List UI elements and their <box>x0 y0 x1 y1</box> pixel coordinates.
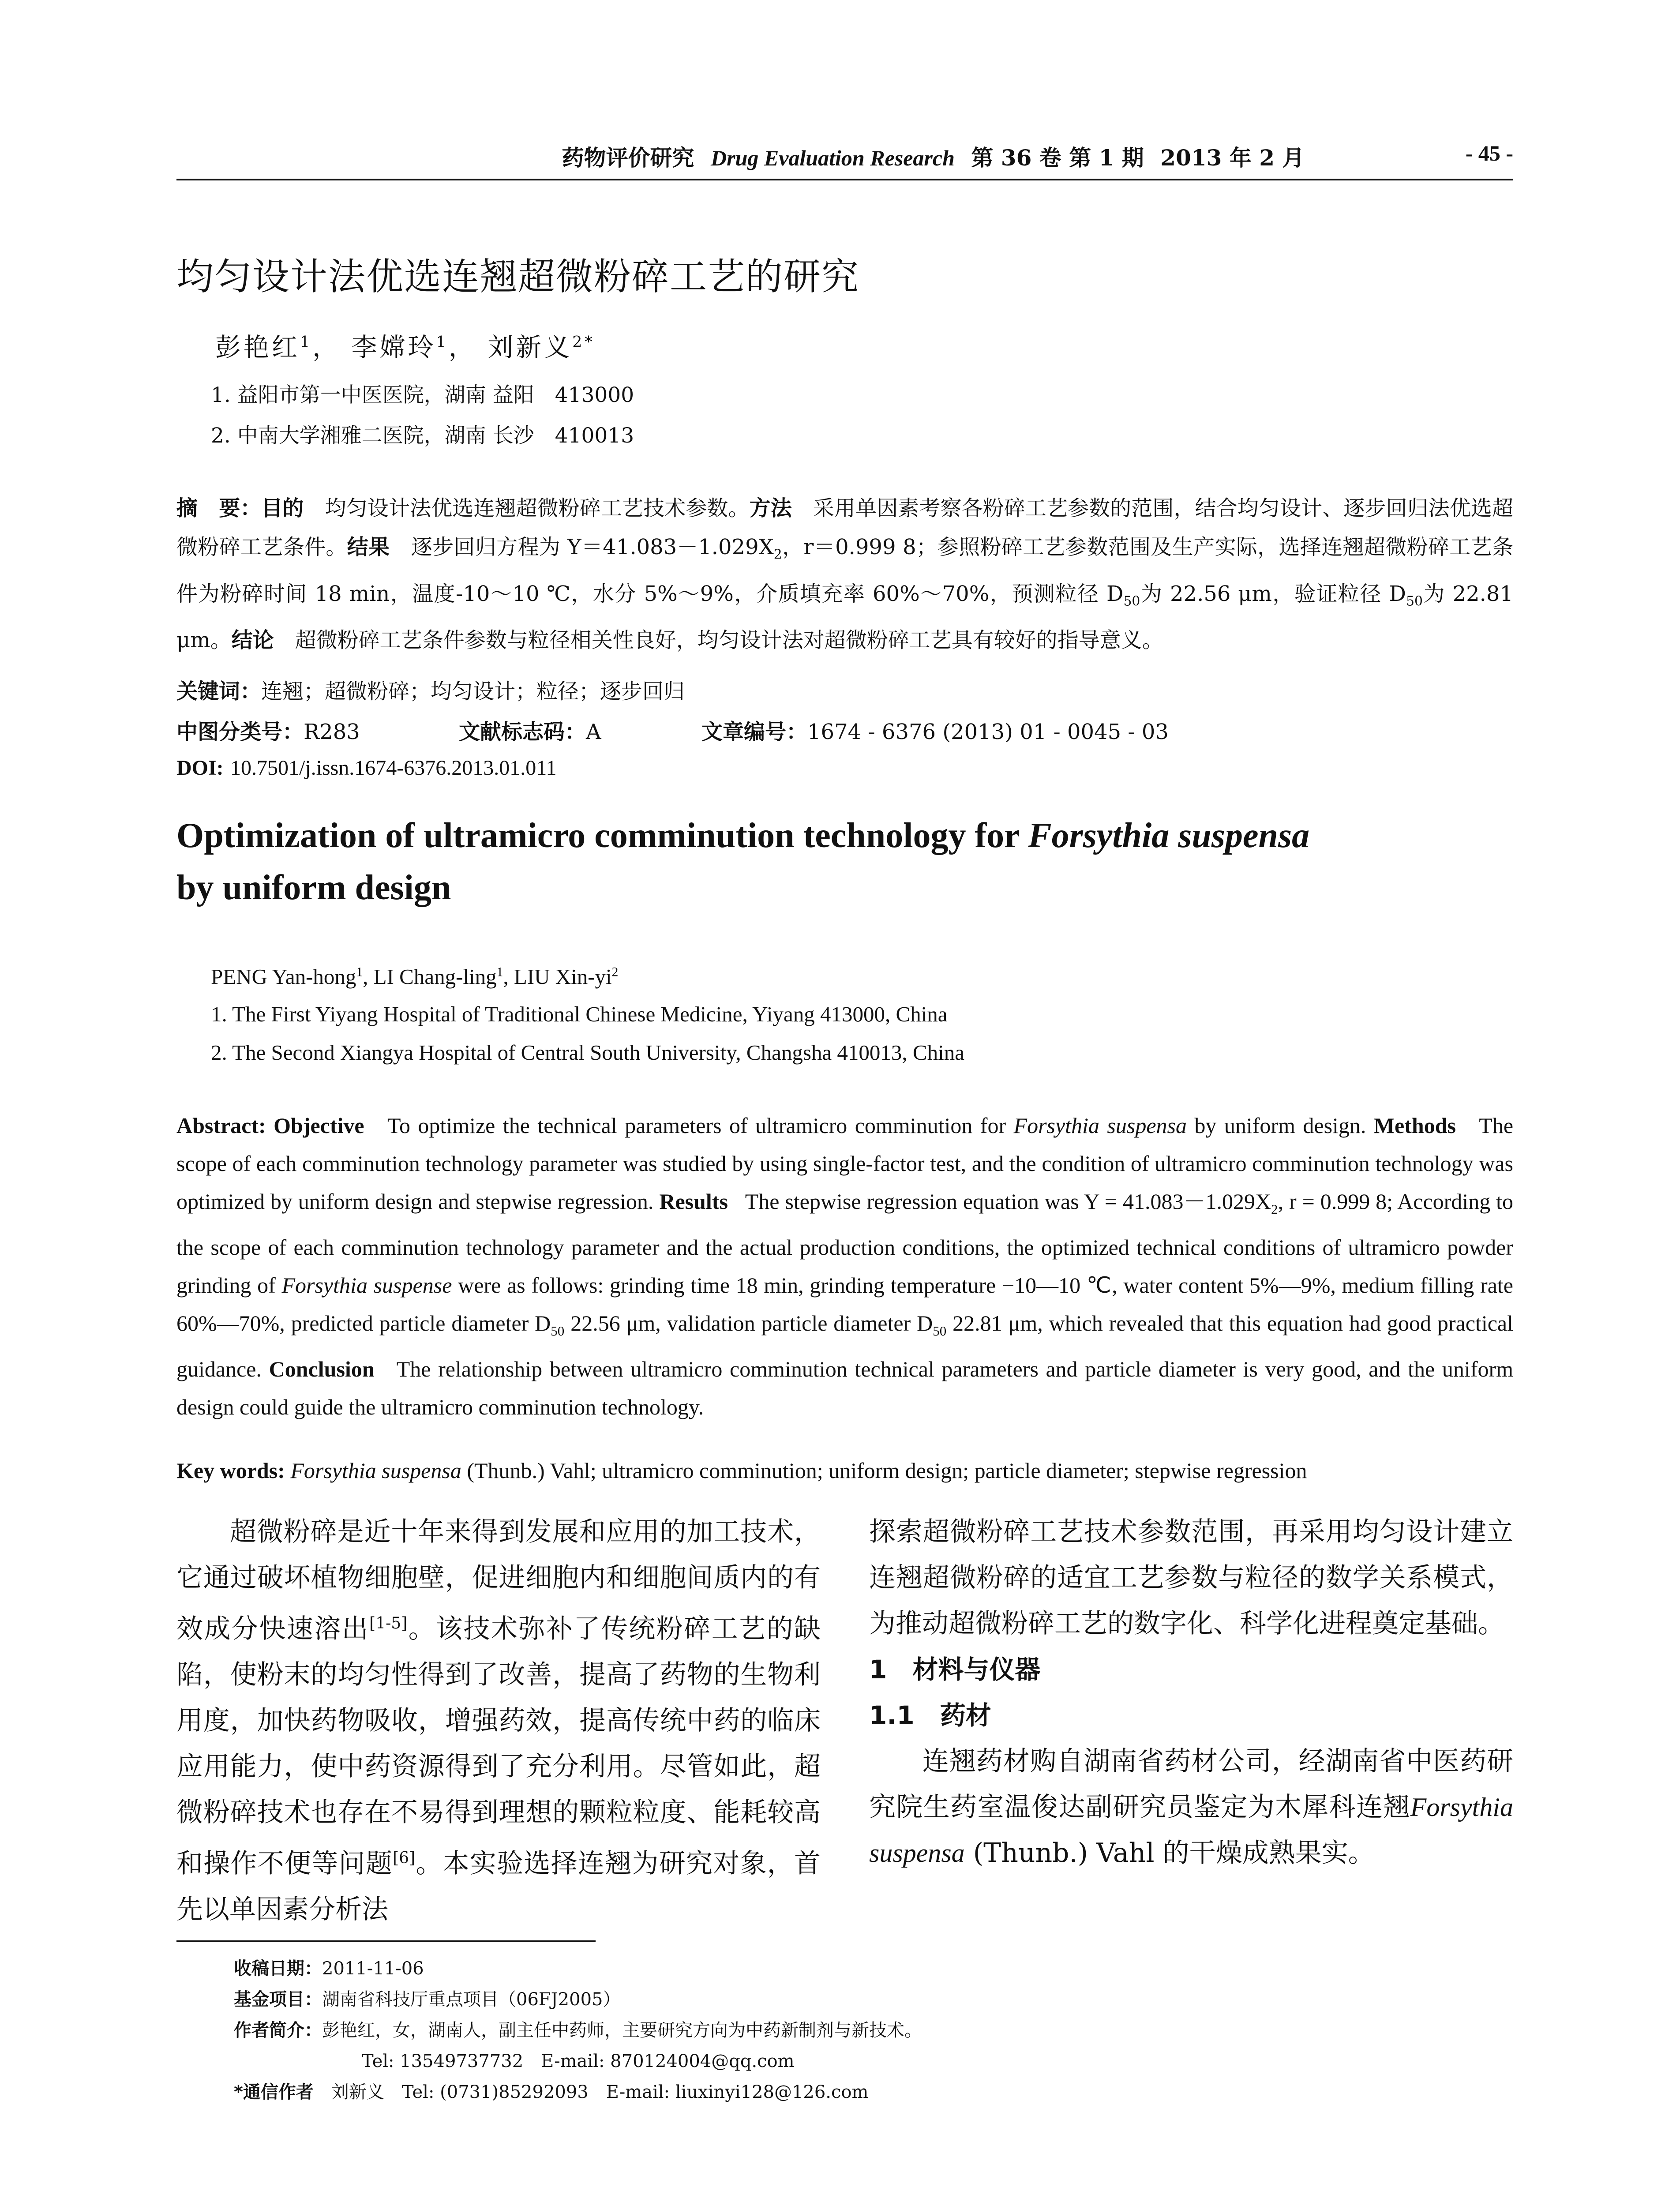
doc-code-label: 文献标志码： <box>459 720 586 744</box>
methods-en-label: Methods <box>1373 1113 1456 1138</box>
body-left-c: 。本实验选择连翘为研究对象，首先以单因素分析法 <box>176 1848 821 1925</box>
doi-value: 10.7501/j.issn.1674-6376.2013.01.011 <box>230 756 557 780</box>
results-cn-a: 逐步回归方程为 Y＝41.083－1.029X <box>411 535 774 559</box>
results-cn-b: ，r＝0.999 8；参照粉碎工艺参数范围及生产实际，选择连翘超微粉碎工艺条件为粉碎时间 18 min，温度-10～10 ℃，水分 5%～9%，介质填充率 60%～70%，预测粒径 D <box>176 535 1513 606</box>
fund-label: 基金项目： <box>234 1989 322 2010</box>
results-en-label: Results <box>659 1189 728 1214</box>
article-number-value: 1674 - 6376 (2013) 01 - 0045 - 03 <box>807 720 1169 744</box>
doc-code-value: A <box>586 720 601 744</box>
keywords-en-species: Forsythia suspensa <box>290 1458 461 1483</box>
objective-en-tail: by uniform design. <box>1186 1113 1366 1138</box>
affiliation-en-1: 1. The First Yiyang Hospital of Traditional Chinese Medicine, Yiyang 413000, China <box>211 1002 948 1026</box>
keywords-cn-label: 关键词： <box>176 679 262 704</box>
body-right-species: Forsythia suspensa <box>869 1793 1513 1868</box>
body-right-a: 探索超微粉碎工艺技术参数范围，再采用均匀设计建立连翘超微粉碎的适宜工艺参数与粒径的数学关系模式，为推动超微粉碎工艺的数字化、科学化进程奠定基础。 <box>869 1516 1513 1639</box>
doi-line <box>176 755 557 780</box>
results-en-b: , r = 0.999 8; According to the scope of each comminution technology parameter and the actual production conditions, the optimized technical conditions of ultramicro powder grinding of <box>176 1189 1514 1298</box>
authors-en: PENG Yan-hong$^1$, LI Chang-ling$^1$, LIU Xin-$yi^2$ <box>211 964 619 989</box>
methods-cn: 采用单因素考察各粉碎工艺参数的范围，结合均匀设计、逐步回归法优选超微粉碎工艺条件。 <box>176 496 1513 559</box>
corr-label: *通信作者 <box>234 2082 314 2102</box>
running-header-center <box>441 140 1425 172</box>
abstract-cn: 摘 要：目的 均匀设计法优选连翘超微粉碎工艺技术参数。方法 采用单因素考察各粉碎工艺参数的范围，结合均匀设计、逐步回归法优选超微粉碎工艺条件。结果 逐步回归方程为 $Y=41.083-1.029X_2$，r＝0.999 8；参照粉碎工艺参数范围及生产实际，选择连翘超微粉碎工艺条件为粉碎时间 18 min，温度-10～10 ℃，水分 5%～9%，介质填充率 60%～70%，预测粒径 $D_{50}$为 22.56 μm，验证粒径 $D_{50}$为 22.81 μm。结论 超微粉碎工艺条件参数与粒径相关性良好，均匀设计法对超微粉碎工艺具有较好的指导意义。 <box>176 496 1513 653</box>
body-right-b: 连翘药材购自湖南省药材公司，经湖南省中医药研究院生药室温俊达副研究员鉴定为木犀科连翘 <box>869 1746 1513 1823</box>
abstract-en-label: Abstract: Objective <box>176 1113 364 1138</box>
results-en-e: 22.81 μm, which revealed that this equation had good practical guidance. <box>176 1311 1514 1381</box>
footnote-corresponding <box>234 2078 868 2103</box>
conclusion-cn: 超微粉碎工艺条件参数与粒径相关性良好，均匀设计法对超微粉碎工艺具有较好的指导意义。 <box>295 628 1163 653</box>
author-en-3: , LIU Xin-yi <box>503 964 612 989</box>
received-label: 收稿日期： <box>234 1958 322 1979</box>
corr-text: 刘新义 Tel: (0731)85292093 E-mail: liuxinyi128@126.com <box>331 2082 869 2102</box>
page-number: - 45 - <box>1465 141 1513 165</box>
paper-title-en-c: by uniform design <box>176 868 451 907</box>
abstract-cn-label: 摘 要： <box>176 496 262 521</box>
classification-line <box>176 715 360 745</box>
doi-label: DOI: <box>176 756 224 780</box>
footnote-rule <box>176 1940 596 1942</box>
body-right-column <box>869 1509 1513 1876</box>
running-header <box>176 140 1513 176</box>
results-en-species: Forsythia suspense <box>281 1273 452 1298</box>
clc-label: 中图分类号： <box>176 720 304 744</box>
objective-cn-label: 目的 <box>261 496 304 521</box>
affiliation-en-2: 2. The Second Xiangya Hospital of Central South University, Changsha 410013, China <box>211 1040 964 1065</box>
section-1-1-heading: 1.1 药材 <box>869 1700 991 1730</box>
paper-title-en-species: Forsythia suspensa <box>1028 816 1310 855</box>
author-cn-3: 刘新义 <box>488 332 573 362</box>
ref-6: [6] <box>393 1849 416 1867</box>
footnote-bio-contact: Tel: 13549737732 E-mail: 870124004@qq.com <box>362 2051 795 2071</box>
body-right-c: (Thunb.) Vahl 的干燥成熟果实。 <box>964 1838 1375 1868</box>
doc-code-line <box>459 715 601 745</box>
conclusion-en: The relationship between ultramicro comminution technical parameters and particle diameter is very good, and the uniform design could guide the ultramicro comminution technology. <box>176 1357 1514 1419</box>
methods-en: The scope of each comminution technology parameter was studied by using single-factor test, and the condition of ultramicro comminution technology was optimized by uniform design and stepwise regression. <box>176 1113 1514 1214</box>
conclusion-cn-label: 结论 <box>231 628 274 653</box>
abstract-en: Abstract: Objective To optimize the technical parameters of ultramicro comminution for Forsythia suspensa by uniform design. Methods The scope of each comminution technology parameter was studied by using single-factor test, and the condition of ultramicro comminution technology was optimized by uniform design and stepwise regression. Results The stepwise regression equation was $Y = 41.083-1.029X_2$, r = 0.999 8; According to the scope of each comminution technology parameter and the actual production conditions, the optimized technical conditions of ultramicro powder grinding of Forsythia suspense were as follows: grinding time 18 min, grinding temperature −10—10 ℃, water content 5%—9%, medium filling rate 60%—70%, predicted particle diameter $D_{50}$ 22.56 μm, validation particle diameter $D_{50}$ 22.81 μm, which revealed that this equation had good practical guidance. Conclusion The relationship between ultramicro comminution technical parameters and particle diameter is very good, and the uniform design could guide the ultramicro comminution technology. <box>176 1113 1514 1419</box>
fund-text: 湖南省科技厅重点项目（06FJ2005） <box>322 1989 621 2010</box>
footnote-bio <box>234 2016 922 2041</box>
keywords-cn <box>176 674 685 705</box>
keywords-en-label: Key words: <box>176 1458 285 1483</box>
results-en-a: The stepwise regression equation was Y = 41.083－1.029X <box>745 1189 1271 1214</box>
journal-name-cn: 药物评价研究 <box>562 145 694 171</box>
results-en-d: 22.56 μm, validation particle diameter D <box>564 1311 933 1336</box>
results-en-c: were as follows: grinding time 18 min, grinding temperature −10—10 ℃, water content 5%—9%, medium filling rate 60%—70%, predicted particle diameter D <box>176 1273 1513 1336</box>
paper-title-en <box>176 810 1513 914</box>
objective-en: To optimize the technical parameters of ultramicro comminution for <box>387 1113 1014 1138</box>
authors-cn: 彭艳红$^1$， 李嫦玲$^1$， 刘新义$^{2*}$ <box>215 332 595 362</box>
methods-cn-label: 方法 <box>749 496 792 521</box>
footnote-fund <box>234 1985 620 2011</box>
author-cn-1: 彭艳红 <box>215 332 300 362</box>
keywords-en <box>176 1452 1513 1489</box>
journal-date: 2013 年 2 月 <box>1160 145 1305 171</box>
received-date: 2011-11-06 <box>322 1958 424 1979</box>
objective-cn: 均匀设计法优选连翘超微粉碎工艺技术参数。 <box>325 496 750 521</box>
article-number-label: 文章编号： <box>701 720 808 744</box>
bio-text: 彭艳红，女，湖南人，副主任中药师，主要研究方向为中药新制剂与新技术。 <box>322 2020 922 2041</box>
body-left-a: 超微粉碎是近十年来得到发展和应用的加工技术，它通过破坏植物细胞壁，促进细胞内和细胞间质内的有效成分快速溶出 <box>176 1516 821 1644</box>
article-number-line <box>701 715 1169 745</box>
keywords-en-text: (Thunb.) Vahl; ultramicro comminution; uniform design; particle diameter; stepwise regression <box>461 1458 1307 1483</box>
keywords-cn-text: 连翘；超微粉碎；均匀设计；粒径；逐步回归 <box>261 679 685 704</box>
journal-name-en: Drug Evaluation Research <box>711 146 955 170</box>
author-cn-2: 李嫦玲 <box>351 332 436 362</box>
body-left-column <box>176 1509 821 1932</box>
paper-title-cn: 均匀设计法优选连翘超微粉碎工艺的研究 <box>176 255 860 298</box>
body-left-b: 。该技术弥补了传统粉碎工艺的缺陷，使粉末的均匀性得到了改善，提高了药物的生物利用度，加快药物吸收，增强药效，提高传统中药的临床应用能力，使中药资源得到了充分利用。尽管如此，超微粉碎技术也存在不易得到理想的颗粒粒度、能耗较高和操作不便等问题 <box>176 1613 821 1879</box>
results-cn-d: 为 22.81 μm。 <box>176 581 1513 653</box>
bio-label: 作者简介： <box>234 2020 322 2041</box>
conclusion-en-label: Conclusion <box>269 1357 375 1381</box>
affiliation-cn-2: 2. 中南大学湘雅二医院，湖南 长沙 410013 <box>211 424 634 448</box>
affiliation-cn-1: 1. 益阳市第一中医医院，湖南 益阳 413000 <box>211 383 634 407</box>
author-en-1: PENG Yan-hong <box>211 964 356 989</box>
clc-value: R283 <box>304 720 360 744</box>
footnote-received <box>234 1955 424 1980</box>
journal-issue: 第 36 卷 第 1 期 <box>971 145 1144 171</box>
section-1-heading: 1 材料与仪器 <box>869 1654 1041 1685</box>
author-en-2: , LI Chang-ling <box>363 964 497 989</box>
header-rule <box>176 179 1513 180</box>
paper-title-en-a: Optimization of ultramicro comminution technology for <box>176 816 1028 855</box>
ref-1-5: [1-5] <box>369 1614 408 1632</box>
results-cn-c: 为 22.56 μm，验证粒径 D <box>1140 581 1406 606</box>
objective-en-species: Forsythia suspensa <box>1013 1113 1187 1138</box>
results-cn-label: 结果 <box>347 535 390 559</box>
